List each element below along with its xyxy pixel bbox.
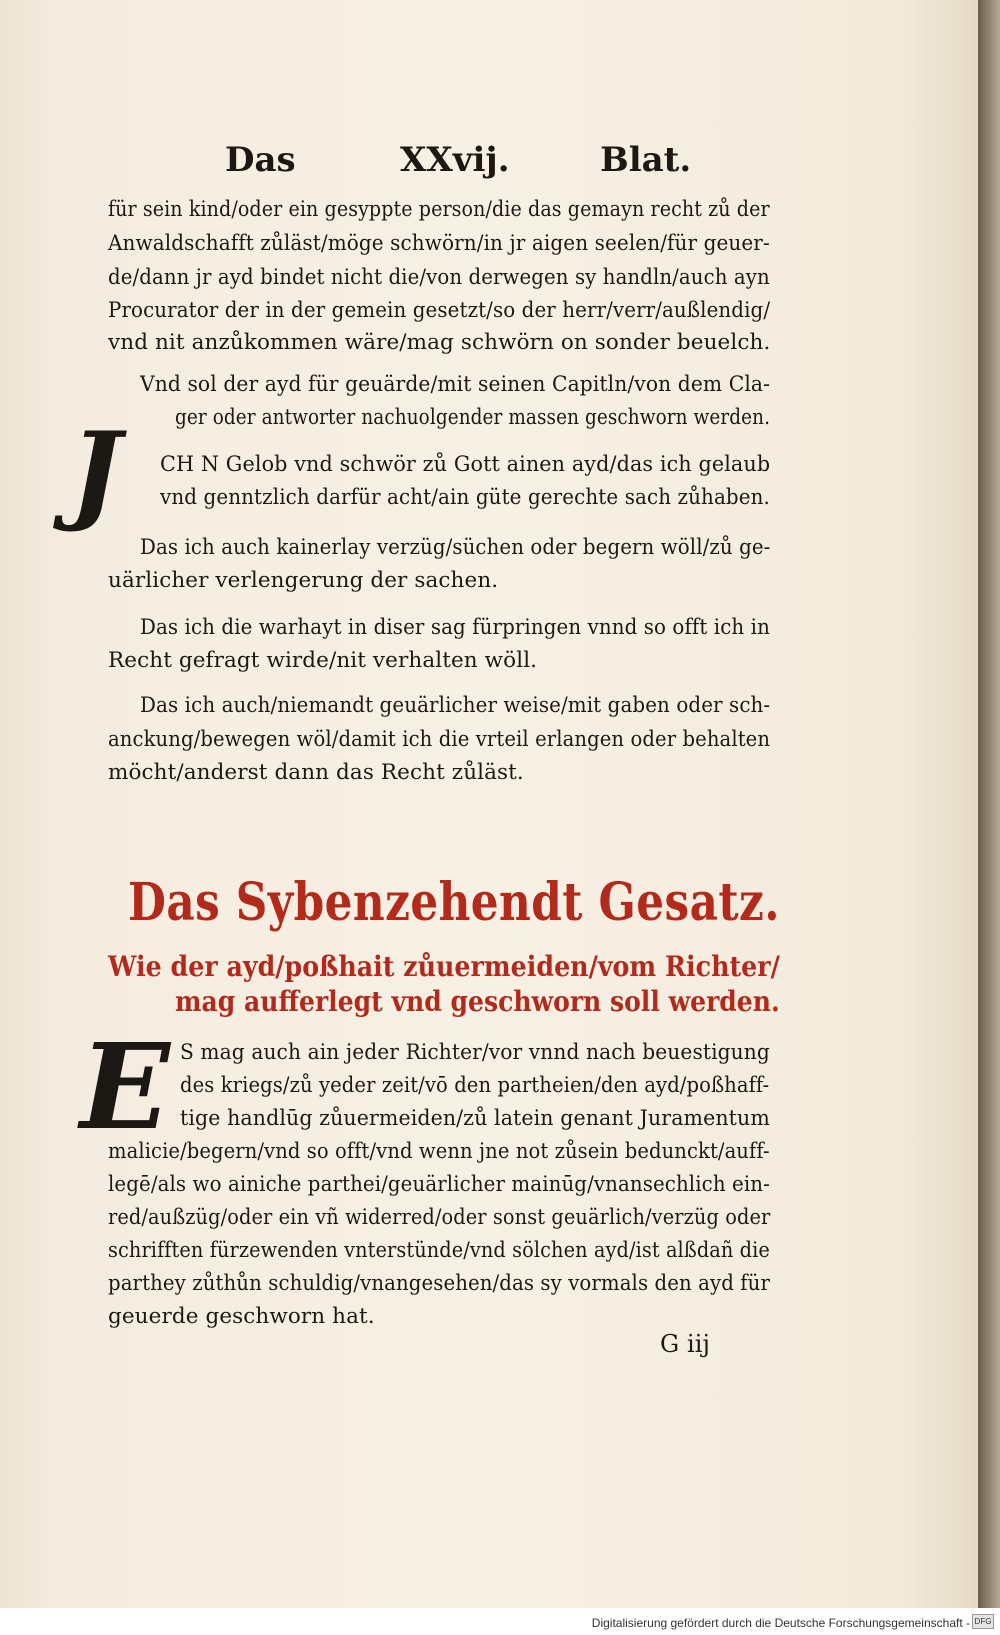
text-line: geuerde geschworn hat. — [108, 1304, 375, 1329]
text-line: vnd genntzlich darfür acht/ain güte gerechte sach zůhaben. — [160, 485, 770, 510]
text-line: anckung/bewegen wöl/damit ich die vrteil erlangen oder behalten — [108, 727, 771, 752]
text-line: parthey zůthůn schuldig/vnangesehen/das sy vormals den ayd für — [108, 1271, 770, 1296]
text-line: red/außzüg/oder ein vñ widerred/oder sonst geuärlich/verzüg oder — [108, 1205, 771, 1230]
section-title: Das Sybenzehendt Gesatz. — [128, 872, 780, 933]
text-line: Das ich auch/niemandt geuärlicher weise/mit gaben oder sch- — [140, 693, 771, 718]
text-line: Das ich die warhayt in diser sag fürpringen vnnd so offt ich in — [140, 615, 770, 640]
text-line: Das ich auch kainerlay verzüg/süchen oder begern wöll/zů ge- — [140, 535, 771, 560]
section-subtitle-line: mag aufferlegt vnd geschworn soll werden. — [175, 985, 780, 1018]
text-line: uärlicher verlengerung der sachen. — [108, 568, 499, 593]
text-line: legē/als wo ainiche parthei/geuärlicher mainūg/vnansechlich ein- — [108, 1172, 770, 1197]
text-line: tige handlūg zůuermeiden/zů latein genant Juramentum — [180, 1106, 770, 1131]
text-line: Anwaldschafft zůläst/möge schwörn/in jr aigen seelen/für geuer- — [108, 231, 770, 256]
text-line: CH N Gelob vnd schwör zů Gott ainen ayd/das ich gelaub — [160, 452, 771, 477]
dfg-logo: DFG — [972, 1614, 994, 1629]
text-line: für sein kind/oder ein gesyppte person/die das gemayn recht zů der — [108, 197, 770, 222]
header-right: Blat. — [600, 140, 692, 180]
text-line: S mag auch ain jeder Richter/vor vnnd nach beuestigung — [180, 1040, 770, 1065]
digitization-credit: Digitalisierung gefördert durch die Deutsche Forschungsgemeinschaft - — [591, 1616, 970, 1630]
section-subtitle-line: Wie der ayd/poßhait zůuermeiden/vom Richter/ — [108, 950, 780, 983]
text-line: vnd nit anzůkommen wäre/mag schwörn on sonder beuelch. — [108, 330, 771, 355]
header-folio: XXvij. — [400, 140, 510, 180]
text-line: ger oder antworter nachuolgender massen geschworn werden. — [175, 405, 771, 430]
text-line: Recht gefragt wirde/nit verhalten wöll. — [108, 648, 538, 673]
text-line: möcht/anderst dann das Recht zůläst. — [108, 760, 524, 785]
signature-mark: G iij — [660, 1330, 711, 1358]
drop-cap-initial: J — [70, 409, 122, 535]
text-line: des kriegs/zů yeder zeit/vō den partheien/den ayd/poßhaff- — [180, 1073, 770, 1098]
text-line: schrifften fürzewenden vnterstünde/vnd sölchen ayd/ist alßdañ die — [108, 1238, 770, 1263]
drop-cap-initial: E — [80, 1017, 170, 1156]
text-line: Vnd sol der ayd für geuärde/mit seinen Capitln/von dem Cla- — [140, 372, 771, 397]
page-edge-shadow — [978, 0, 1000, 1608]
text-line: malicie/begern/vnd so offt/vnd wenn jne not zůsein bedunckt/auff- — [108, 1139, 770, 1164]
header-left: Das — [225, 140, 296, 180]
text-line: Procurator der in der gemein gesetzt/so der herr/verr/außlendig/ — [108, 298, 771, 323]
text-line: de/dann jr ayd bindet nicht die/von derwegen sy handln/auch ayn — [108, 265, 770, 290]
